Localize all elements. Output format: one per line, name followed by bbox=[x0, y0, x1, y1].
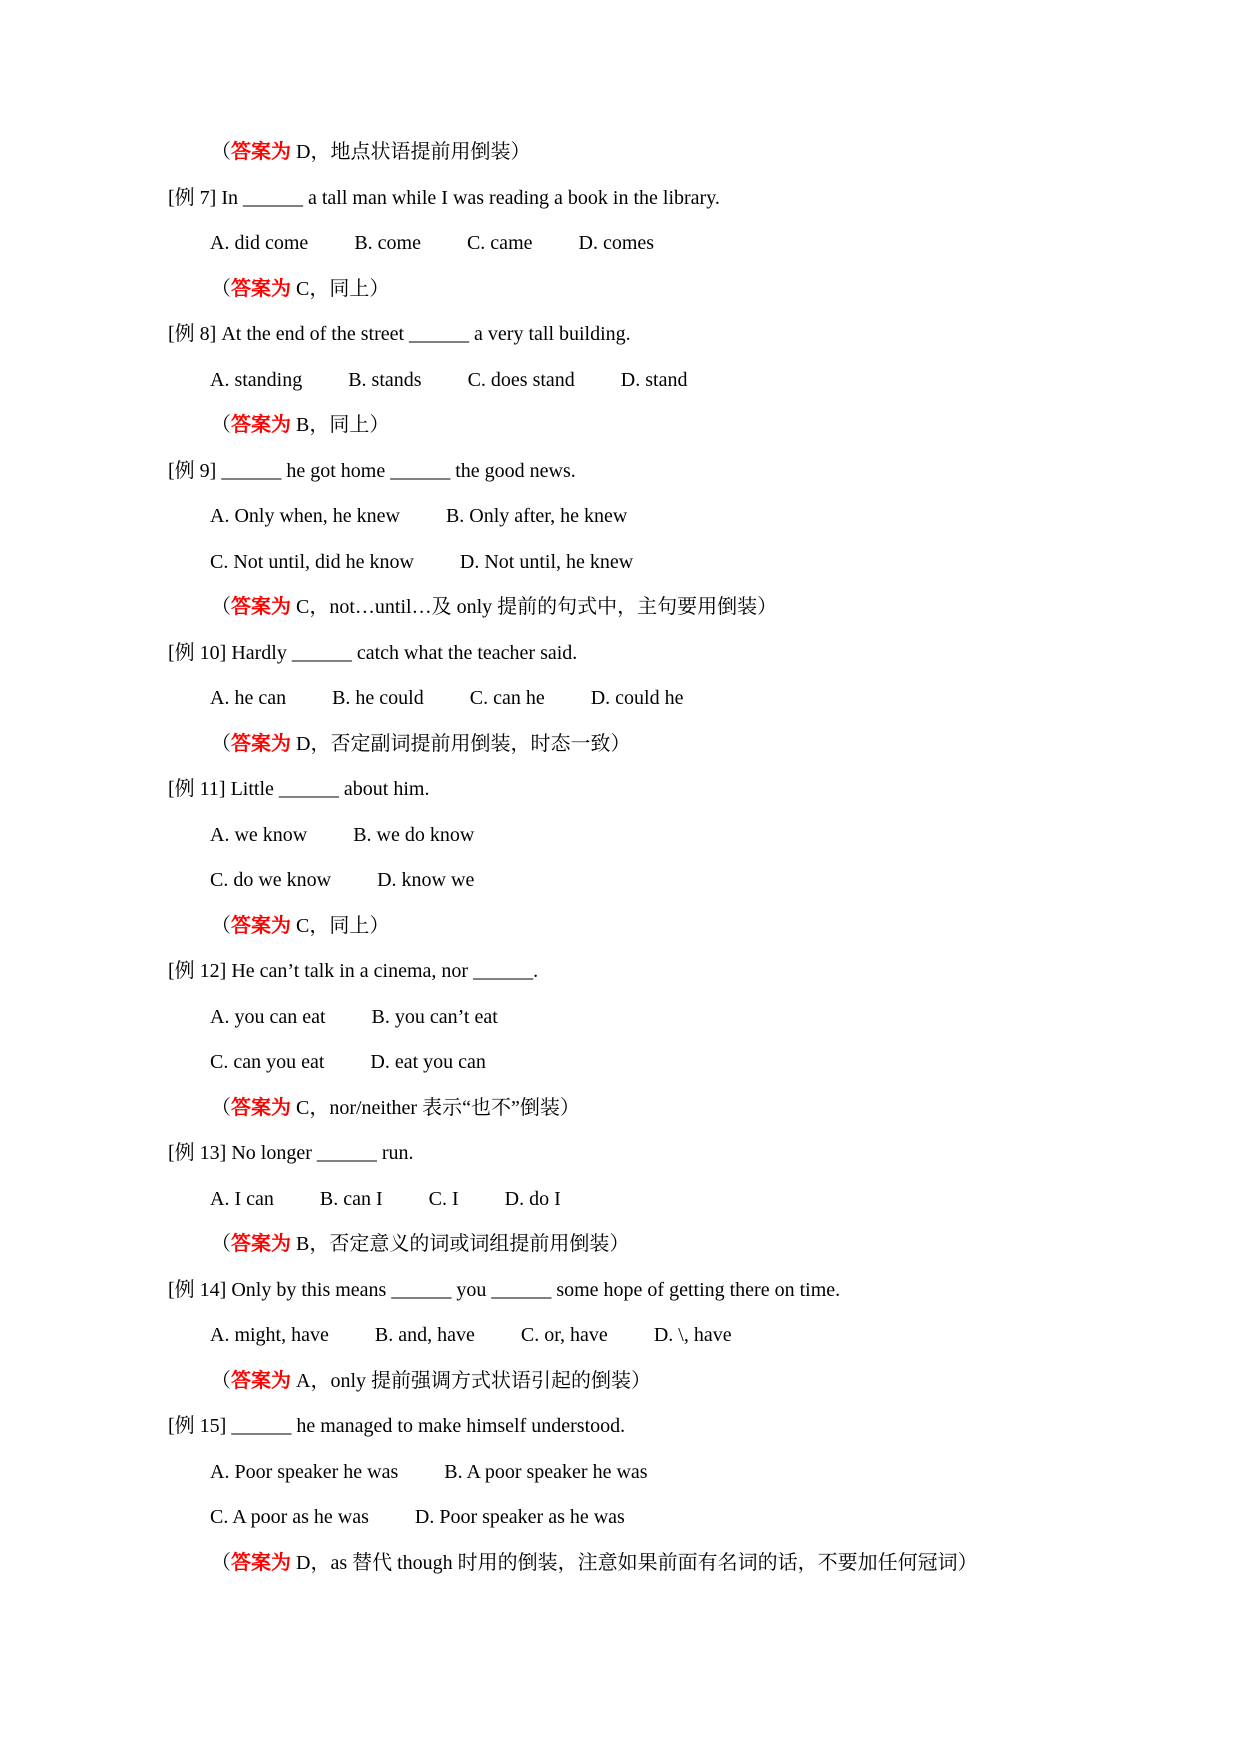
option-line bbox=[0, 1495, 1241, 1541]
option-item: B. and, have bbox=[374, 1324, 475, 1346]
question-line bbox=[0, 1131, 1241, 1177]
option-item: D. Not until, he knew bbox=[459, 550, 634, 573]
answer-open-paren: （ bbox=[211, 141, 231, 163]
question-line bbox=[0, 949, 1241, 995]
answer-line bbox=[0, 722, 1241, 768]
example-block bbox=[0, 949, 1241, 1131]
question-text: ______ he managed to make himself understood. bbox=[231, 1415, 626, 1437]
option-lines bbox=[0, 494, 1241, 585]
option-line bbox=[0, 995, 1241, 1041]
option-item: A. standing bbox=[210, 368, 303, 391]
option-lines bbox=[0, 813, 1241, 904]
question-line bbox=[0, 449, 1241, 495]
answer-open: （ bbox=[211, 732, 231, 755]
answer-text: B，否定意义的词或词组提前用倒装） bbox=[291, 1233, 630, 1255]
option-item: D. eat you can bbox=[370, 1051, 486, 1073]
question-text: ______ he got home ______ the good news. bbox=[221, 459, 576, 482]
question-line bbox=[0, 1268, 1241, 1314]
example-label: [例 7] bbox=[168, 186, 222, 209]
answer-keyword: 答案为 bbox=[231, 596, 291, 618]
example-block bbox=[0, 767, 1241, 949]
answer-keyword: 答案为 bbox=[231, 141, 291, 163]
option-item: C. or, have bbox=[520, 1324, 608, 1346]
example-block bbox=[0, 631, 1241, 768]
example-label: [例 12] bbox=[168, 960, 232, 982]
answer-keyword: 答案为 bbox=[231, 1551, 291, 1574]
answer-open: （ bbox=[211, 596, 231, 618]
example-block bbox=[0, 1404, 1241, 1586]
answer-keyword: 答案为 bbox=[231, 914, 291, 937]
question-text: Hardly ______ catch what the teacher said. bbox=[231, 641, 578, 664]
answer-line bbox=[0, 1086, 1241, 1132]
option-item: D. know we bbox=[377, 869, 475, 891]
option-line bbox=[0, 1450, 1241, 1496]
option-line bbox=[0, 1177, 1241, 1223]
option-item: C. does stand bbox=[467, 368, 575, 391]
answer-keyword: 答案为 bbox=[231, 414, 291, 436]
question-line bbox=[0, 312, 1241, 358]
option-item: B. he could bbox=[332, 687, 424, 709]
option-item: A. might, have bbox=[210, 1324, 329, 1346]
example-label: [例 14] bbox=[168, 1278, 232, 1301]
option-item: D. stand bbox=[620, 368, 688, 391]
option-lines bbox=[0, 358, 1241, 404]
option-item: B. can I bbox=[319, 1187, 383, 1210]
option-item: D. Poor speaker as he was bbox=[414, 1506, 625, 1528]
option-item: D. \, have bbox=[653, 1324, 732, 1346]
option-item: C. I bbox=[428, 1187, 459, 1210]
question-text: At the end of the street ______ a very tall building. bbox=[221, 323, 631, 345]
answer-text: D，as 替代 though 时用的倒装，注意如果前面有名词的话，不要加任何冠词） bbox=[291, 1551, 978, 1574]
answer-line bbox=[0, 403, 1241, 449]
option-item: B. you can’t eat bbox=[371, 1005, 498, 1028]
option-lines bbox=[0, 676, 1241, 722]
option-item: D. comes bbox=[578, 232, 655, 254]
answer-line bbox=[0, 130, 1241, 176]
option-line bbox=[0, 813, 1241, 859]
answer-text: A，only 提前强调方式状语引起的倒装） bbox=[291, 1369, 651, 1392]
answer-text: C，not…until…及 only 提前的句式中，主句要用倒装） bbox=[291, 596, 778, 618]
option-item: A. he can bbox=[210, 687, 287, 709]
option-item: A. Poor speaker he was bbox=[210, 1460, 399, 1483]
question-line bbox=[0, 631, 1241, 677]
option-item: A. I can bbox=[210, 1187, 274, 1210]
answer-keyword: 答案为 bbox=[231, 1233, 291, 1255]
option-item: A. you can eat bbox=[210, 1005, 326, 1028]
answer-open: （ bbox=[211, 1551, 231, 1574]
question-text: Little ______ about him. bbox=[230, 778, 430, 800]
answer-open: （ bbox=[211, 914, 231, 937]
answer-line bbox=[0, 267, 1241, 313]
answer-line bbox=[0, 1541, 1241, 1587]
answer-keyword: 答案为 bbox=[231, 1096, 291, 1119]
question-line bbox=[0, 1404, 1241, 1450]
example-label: [例 9] bbox=[168, 459, 222, 482]
question-line bbox=[0, 176, 1241, 222]
question-line bbox=[0, 767, 1241, 813]
examples-list bbox=[0, 176, 1241, 1587]
example-label: [例 11] bbox=[168, 778, 231, 800]
answer-text: C，同上） bbox=[291, 914, 390, 937]
option-line bbox=[0, 221, 1241, 267]
option-item: B. we do know bbox=[353, 823, 475, 846]
answer-line bbox=[0, 1359, 1241, 1405]
answer-keyword: 答案为 bbox=[231, 732, 291, 755]
question-text: In ______ a tall man while I was reading a book in the library. bbox=[221, 186, 720, 209]
example-label: [例 10] bbox=[168, 641, 232, 664]
answer-open: （ bbox=[211, 1369, 231, 1392]
option-line bbox=[0, 494, 1241, 540]
option-line bbox=[0, 358, 1241, 404]
question-text: No longer ______ run. bbox=[231, 1142, 414, 1164]
option-line bbox=[0, 676, 1241, 722]
answer-line bbox=[0, 904, 1241, 950]
option-item: C. can you eat bbox=[210, 1051, 325, 1073]
option-line bbox=[0, 1313, 1241, 1359]
option-lines bbox=[0, 1313, 1241, 1359]
option-item: C. Not until, did he know bbox=[210, 550, 414, 573]
example-block bbox=[0, 1268, 1241, 1405]
option-item: B. come bbox=[354, 232, 421, 254]
answer-text: C，nor/neither 表示“也不”倒装） bbox=[291, 1096, 580, 1119]
example-label: [例 13] bbox=[168, 1142, 232, 1164]
answer-open: （ bbox=[211, 1233, 231, 1255]
answer-keyword: 答案为 bbox=[231, 277, 291, 300]
option-lines bbox=[0, 995, 1241, 1086]
option-line bbox=[0, 540, 1241, 586]
option-line bbox=[0, 1040, 1241, 1086]
option-item: A. Only when, he knew bbox=[210, 505, 400, 527]
example-block bbox=[0, 176, 1241, 313]
answer-keyword: 答案为 bbox=[231, 1369, 291, 1392]
answer-line bbox=[0, 585, 1241, 631]
option-item: B. stands bbox=[348, 368, 422, 391]
option-item: B. Only after, he knew bbox=[445, 505, 628, 527]
answer-text: B，同上） bbox=[291, 414, 390, 436]
option-item: D. could he bbox=[590, 687, 684, 709]
option-lines bbox=[0, 221, 1241, 267]
option-item: B. A poor speaker he was bbox=[444, 1460, 648, 1483]
option-item: A. we know bbox=[210, 823, 308, 846]
option-item: C. A poor as he was bbox=[210, 1506, 369, 1528]
answer-open: （ bbox=[211, 1096, 231, 1119]
answer-open: （ bbox=[211, 277, 231, 300]
example-block bbox=[0, 312, 1241, 449]
option-item: C. do we know bbox=[210, 869, 332, 891]
answer-text: D，地点状语提前用倒装） bbox=[291, 141, 531, 163]
question-text: He can’t talk in a cinema, nor ______. bbox=[231, 960, 539, 982]
answer-open: （ bbox=[211, 414, 231, 436]
answer-text: C，同上） bbox=[291, 277, 390, 300]
option-item: D. do I bbox=[504, 1187, 561, 1210]
example-block bbox=[0, 449, 1241, 631]
option-item: A. did come bbox=[210, 232, 309, 254]
example-label: [例 8] bbox=[168, 323, 222, 345]
example-label: [例 15] bbox=[168, 1415, 232, 1437]
option-lines bbox=[0, 1177, 1241, 1223]
option-lines bbox=[0, 1450, 1241, 1541]
option-item: C. can he bbox=[469, 687, 545, 709]
option-item: C. came bbox=[466, 232, 533, 254]
question-text: Only by this means ______ you ______ some hope of getting there on time. bbox=[231, 1278, 841, 1301]
option-line bbox=[0, 858, 1241, 904]
answer-text: D，否定副词提前用倒装，时态一致） bbox=[291, 732, 631, 755]
answer-line bbox=[0, 1222, 1241, 1268]
example-block bbox=[0, 1131, 1241, 1268]
